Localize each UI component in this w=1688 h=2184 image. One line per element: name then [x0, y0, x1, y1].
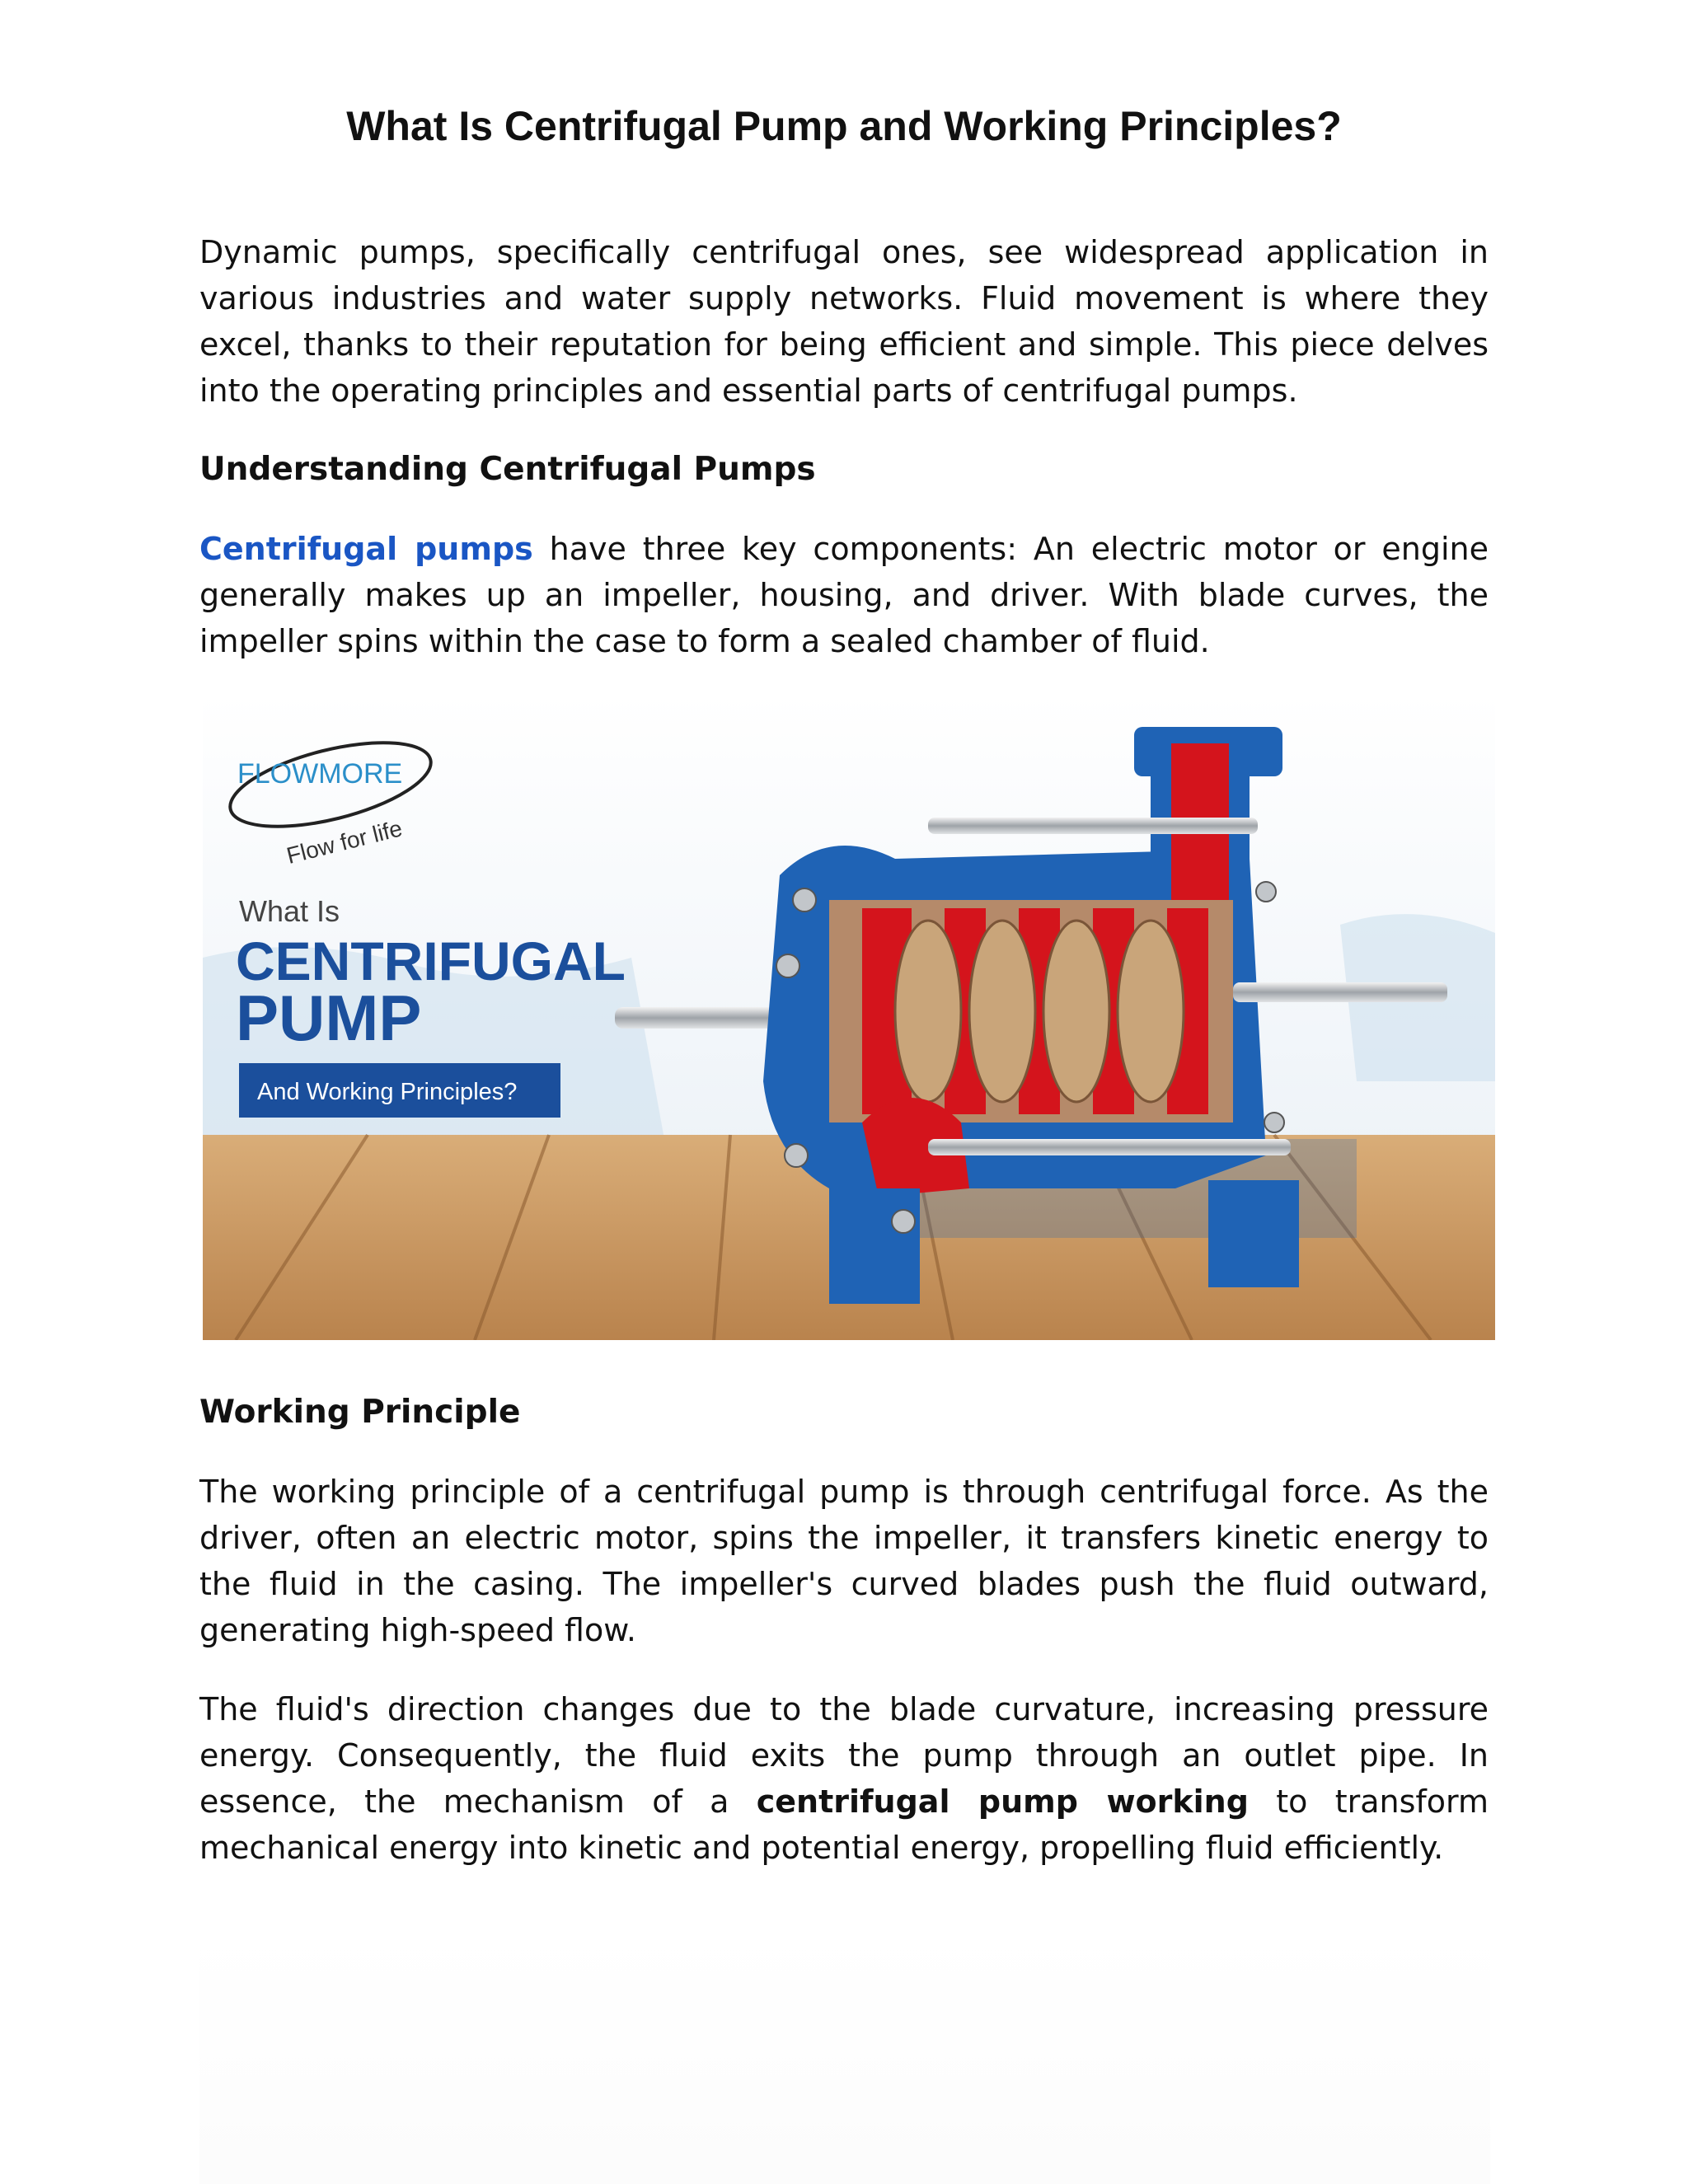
- understanding-body-text: have three key components: An electric motor or engine generally makes up an impeller, housing, and driver. With blade curves, the impeller spins within the case to form a sealed chamber of fluid.: [199, 531, 1489, 659]
- hero-banner-image: [203, 694, 1495, 1340]
- section-heading-working-principle: Working Principle: [199, 1394, 521, 1431]
- paragraph-2-bold-phrase: centrifugal pump working: [756, 1783, 1249, 1820]
- logo-brand-text: FLOWMORE: [237, 758, 403, 790]
- page-bottom-shade: [199, 1929, 1490, 2184]
- page-title: What Is Centrifugal Pump and Working Principles?: [346, 103, 1342, 149]
- centrifugal-pumps-link[interactable]: Centrifugal pumps: [199, 531, 533, 567]
- working-principle-paragraph-2: [199, 1686, 1489, 1871]
- logo-tagline-text: Flow for life: [284, 815, 406, 869]
- working-principle-paragraph-1: The working principle of a centrifugal pump is through centrifugal force. As the driver, often an electric motor, spins the impeller, it transfers kinetic energy to the fluid in the casing. The impeller's curved blades push the fluid outward, generating high-speed flow.: [199, 1474, 1489, 1648]
- banner-pre-title: What Is: [239, 894, 340, 928]
- paragraph-2-text-after: to transform mechanical energy into kinetic and potential energy, propelling fluid efficiently.: [199, 1783, 1489, 1866]
- banner-title-line2: PUMP: [236, 982, 422, 1054]
- understanding-paragraph: [199, 526, 1489, 664]
- banner-button-text: And Working Principles?: [257, 1079, 518, 1105]
- intro-paragraph: Dynamic pumps, specifically centrifugal ones, see widespread application in various industries and water supply networks. Fluid movement is where they excel, thanks to their reputation for being efficient and simple. This piece delves into the operating principles and essential parts of centrifugal pumps.: [199, 234, 1489, 409]
- paragraph-2-text-before: The fluid's direction changes due to the blade curvature, increasing pressure energy. Consequently, the fluid exits the pump through an outlet pipe. In essence, the mechanism of a: [199, 1691, 1489, 1820]
- section-heading-understanding: Understanding Centrifugal Pumps: [199, 451, 816, 488]
- banner-title-line1: CENTRIFUGAL: [236, 930, 626, 991]
